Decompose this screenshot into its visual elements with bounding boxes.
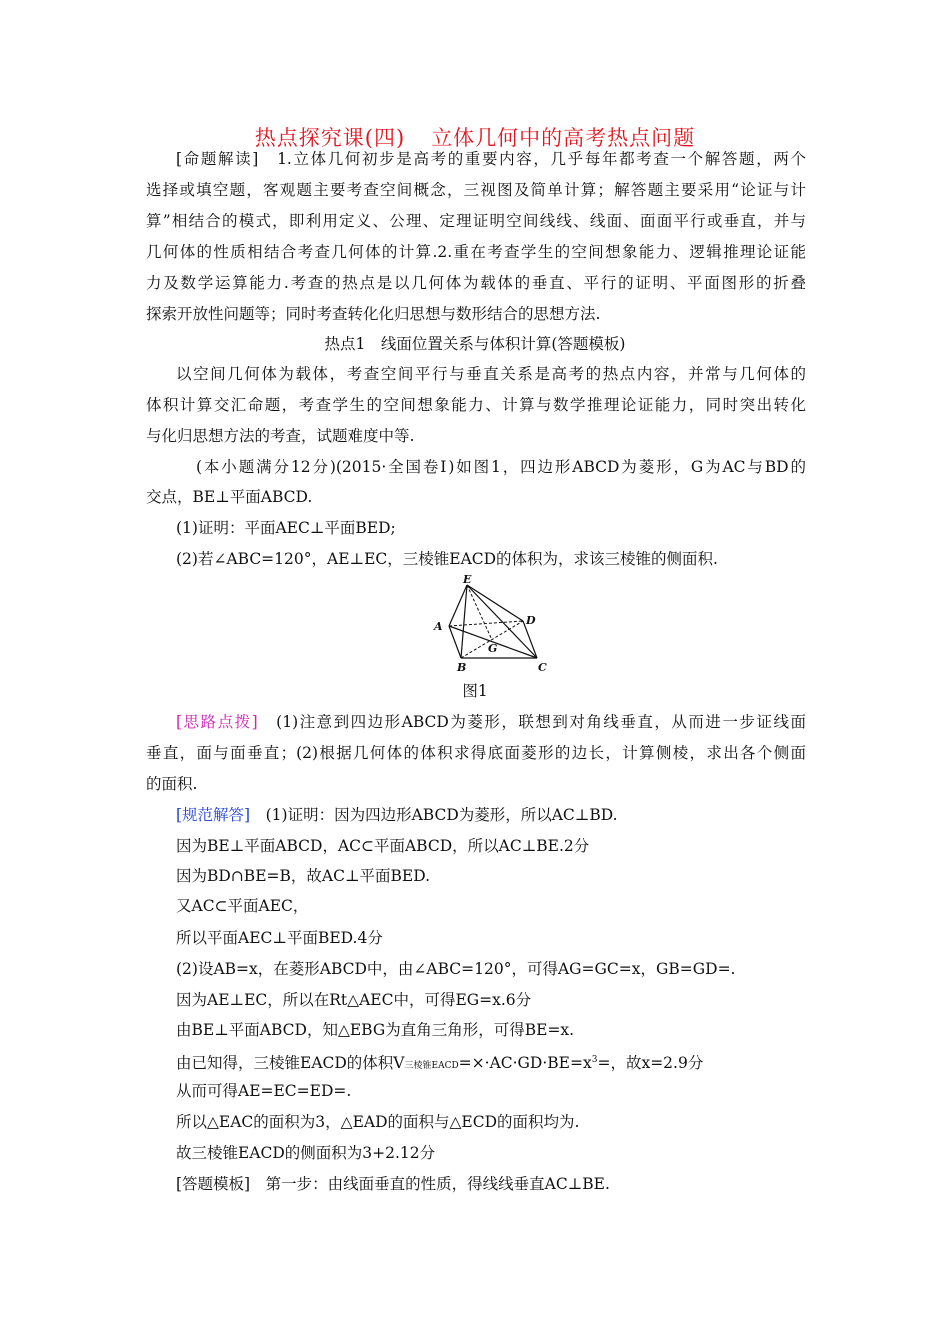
solution-line-8: 由BE⊥平面ABCD，知△EBG为直角三角形，可得BE=x. [176,1021,575,1039]
title-left: 热点探究课(四) [254,126,406,150]
hint-text: (1)注意到四边形ABCD为菱形，联想到对角线垂直，从而进一步证线面 [276,713,806,731]
label-a: A [434,620,443,633]
volume-post: =，故x=2.9分 [597,1054,704,1073]
section-heading: 热点1 线面位置关系与体积计算(答题模板) [324,335,626,353]
section-intro-1: 以空间几何体为载体，考查空间平行与垂直关系是高考的热点内容，并常与几何体的 [176,365,806,383]
solution-line-7: 因为AE⊥EC，所以在Rt△AEC中，可得EG=x.6分 [176,991,532,1009]
problem-part-1: (1)证明：平面AEC⊥平面BED; [176,519,396,537]
solution-tag: [规范解答] [176,806,251,824]
volume-mid: =×·AC·GD·BE=x [458,1054,592,1073]
template-text: 第一步：由线面垂直的性质，得线线垂直AC⊥BE. [265,1175,610,1193]
intro-line-1 [176,149,806,169]
problem-line-2: 交点，BE⊥平面ABCD. [146,488,313,506]
hint-line-3: 的面积. [146,775,198,793]
solution-line-12: 故三棱锥EACD的侧面积为3+2.12分 [176,1144,436,1162]
label-d: D [526,614,536,627]
edge-ad-hidden [449,621,523,626]
solution-line-2: 因为BE⊥平面ABCD，AC⊂平面ABCD，所以AC⊥BE.2分 [176,837,590,855]
edge-ed [467,585,523,621]
solution-line-5: 所以平面AEC⊥平面BED.4分 [176,929,383,947]
solution-line-11: 所以△EAC的面积为3，△EAD的面积与△ECD的面积均为. [176,1113,580,1131]
problem-line-1: (本小题满分12分)(2015·全国卷Ⅰ)如图1，四边形ABCD为菱形，G为AC与BD的 [196,458,806,476]
solution-first: (1)证明：因为四边形ABCD为菱形，所以AC⊥BD. [265,806,618,824]
edge-ab [449,626,461,658]
intro-tag: [命题解读] [176,150,259,168]
label-g: G [488,642,498,655]
template-tag: [答题模板] [176,1175,251,1193]
volume-pre: 由已知得，三棱锥EACD的体积V [176,1054,405,1073]
label-e: E [463,575,472,586]
label-b: B [457,661,467,674]
section-intro-3: 与化归思想方法的考查，试题难度中等. [146,427,415,445]
intro-line-2: 选择或填空题，客观题主要考查空间概念，三视图及简单计算；解答题主要采用“论证与计 [146,181,806,199]
solution-line-3: 因为BD∩BE=B，故AC⊥平面BED. [176,867,431,885]
intro-line-5: 力及数学运算能力.考查的热点是以几何体为载体的垂直、平行的证明、平面图形的折叠 [146,274,806,292]
hint-tag: [思路点拨] [176,713,258,731]
intro-text: 1.立体几何初步是高考的重要内容，几乎每年都考查一个解答题，两个 [277,150,806,168]
title-right: 立体几何中的高考热点问题 [431,126,696,150]
solution-line-1 [176,805,618,825]
solution-line-10: 从而可得AE=EC=ED=. [176,1082,352,1100]
solution-line-6: (2)设AB=x，在菱形ABCD中，由∠ABC=120°，可得AG=GC=x，GB=GD=. [176,960,736,978]
intro-line-4: 几何体的性质相结合考查几何体的计算.2.重在考查学生的空间想象能力、逻辑推理论证能 [146,243,806,261]
volume-sup: 3 [591,1055,598,1065]
problem-part-2: (2)若∠ABC=120°，AE⊥EC，三棱锥EACD的体积为，求该三棱锥的侧面积. [176,550,718,568]
label-c: C [538,661,547,674]
figure-caption: 图1 [462,682,488,700]
hint-line-1 [176,712,806,732]
template-line [176,1174,610,1194]
section-intro-2: 体积计算交汇命题，考查学生的空间想象能力、计算与数学推理论证能力，同时突出转化 [146,396,806,414]
pyramid-figure [425,575,555,675]
solution-volume-line [176,1050,703,1076]
solution-line-4: 又AC⊂平面AEC， [176,897,309,915]
hint-line-2: 垂直，面与面垂直；(2)根据几何体的体积求得底面菱形的边长，计算侧棱，求出各个侧面 [146,744,806,762]
page-title [0,122,950,152]
intro-line-6: 探索开放性问题等；同时考查转化化归思想与数形结合的思想方法. [146,305,601,323]
intro-line-3: 算”相结合的模式，即利用定义、公理、定理证明空间线线、线面、面面平行或垂直，并与 [146,212,806,230]
volume-sub: 三棱锥EACD [404,1061,459,1072]
